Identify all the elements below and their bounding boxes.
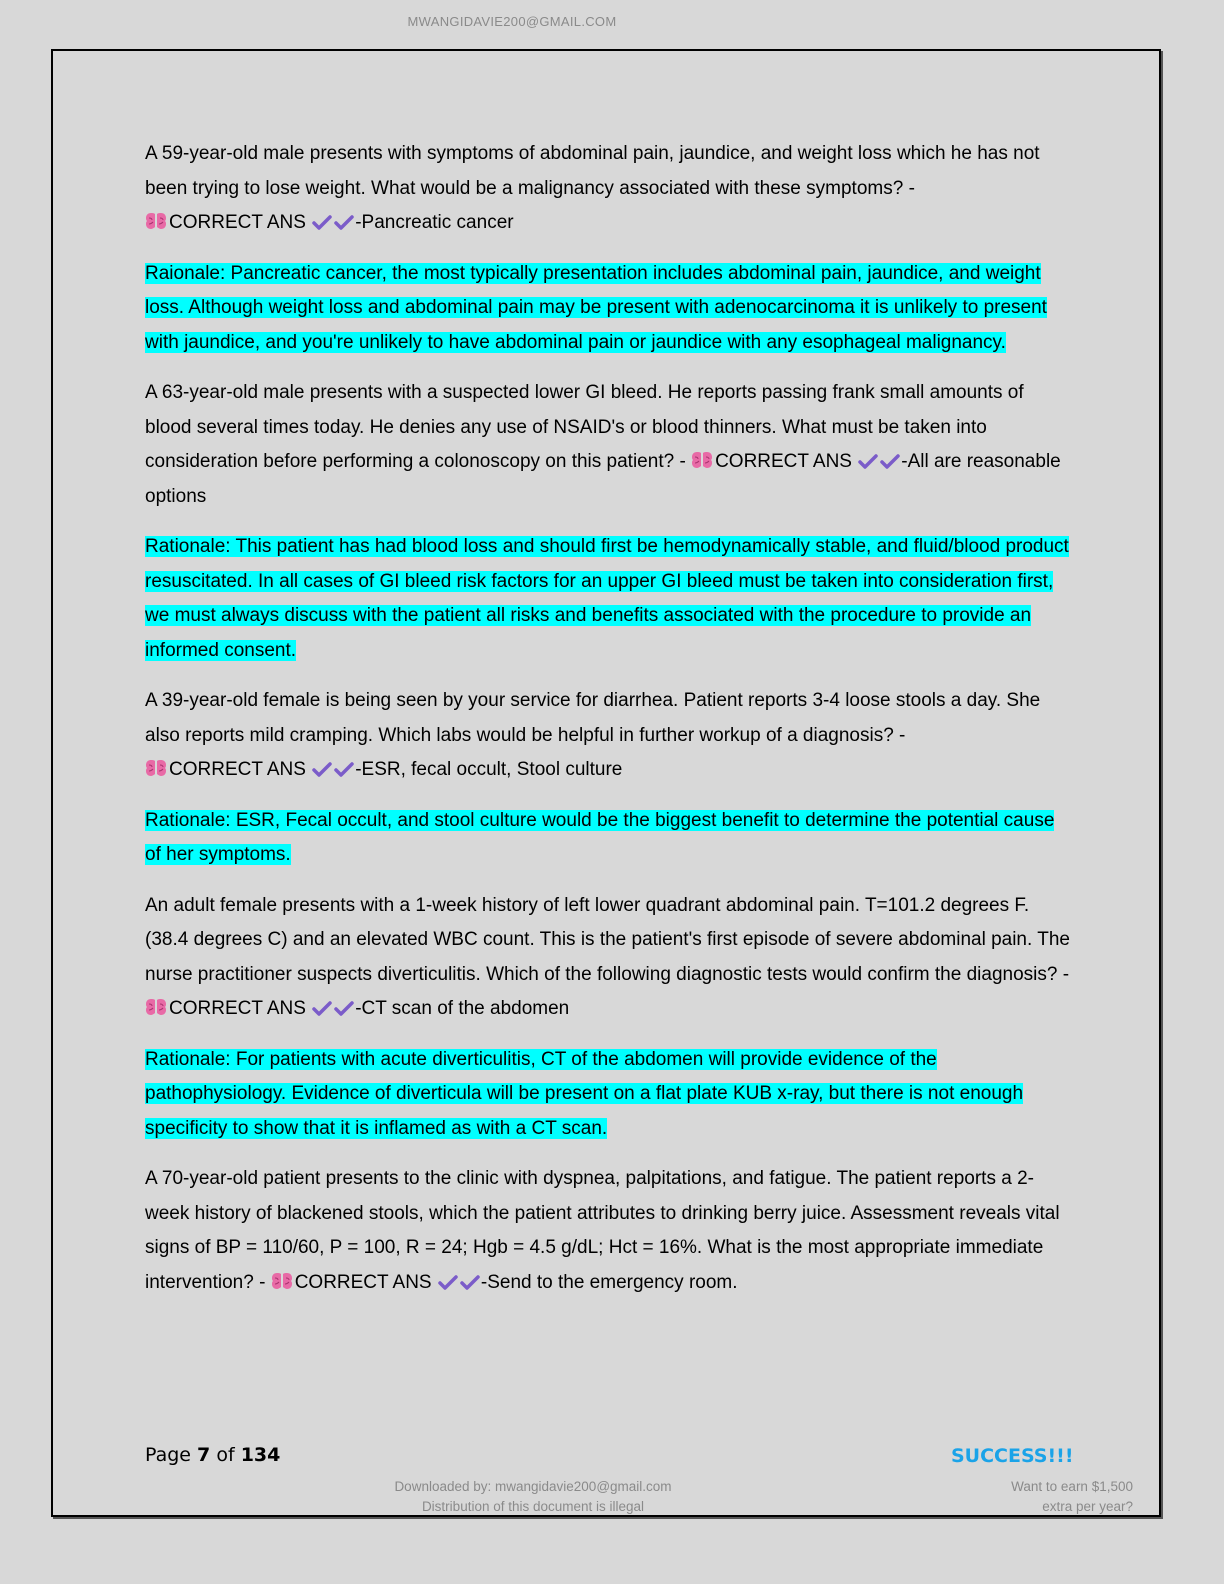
rationale-block xyxy=(145,804,1075,873)
rationale-text: Raionale: Pancreatic cancer, the most typically presentation includes abdominal pain, jaundice, and weight loss. Although weight loss and abdominal pain may be present with adenocarcinoma it is unlikely to present with jaundice, and you're unlikely to have abdominal pain or jaundice with any esophageal malignancy. xyxy=(145,262,1047,353)
rationale-block xyxy=(145,530,1075,668)
document-page xyxy=(51,49,1161,1517)
answer-label: CORRECT ANS xyxy=(294,1271,432,1293)
check-icon xyxy=(459,1275,481,1291)
downloaded-by-notice: Downloaded by: mwangidavie200@gmail.com xyxy=(394,1479,672,1494)
of-word: of xyxy=(216,1444,235,1466)
answer-text: -All are reasonable options xyxy=(145,451,1061,507)
distribution-notice: Distribution of this document is illegal xyxy=(421,1499,645,1514)
brain-icon xyxy=(145,997,167,1017)
check-icon xyxy=(857,454,879,470)
question-block xyxy=(145,684,1075,788)
page-current: 7 xyxy=(197,1444,211,1466)
question-text: A 39-year-old female is being seen by your service for diarrhea. Patient reports 3-4 loose stools a day. She also reports mild cramping. Which labs would be helpful in further workup of a diagnosis? - xyxy=(145,690,1041,746)
question-text: A 59-year-old male presents with symptoms of abdominal pain, jaundice, and weight loss which he has not been trying to lose weight. What would be a malignancy associated with these symptoms? - xyxy=(145,143,1040,199)
rationale-text: Rationale: ESR, Fecal occult, and stool culture would be the biggest benefit to determine the potential cause of her symptoms. xyxy=(145,809,1055,865)
rationale-block xyxy=(145,257,1075,361)
answer-label: CORRECT ANS xyxy=(169,212,306,233)
check-icon xyxy=(333,215,355,231)
question-block xyxy=(145,889,1075,1027)
question-text: An adult female presents with a 1-week history of left lower quadrant abdominal pain. T=101.2 degrees F. (38.4 degrees C) and an elevated WBC count. This is the patient's first episode of severe abdominal pain. The nurse practitioner suspects diverticulitis. Which of the following diagnostic tests would confirm the diagnosis? - xyxy=(145,894,1070,985)
answer-text: -ESR, fecal occult, Stool culture xyxy=(355,759,623,780)
question-block xyxy=(145,1162,1075,1300)
question-text: A 70-year-old patient presents to the clinic with dyspnea, palpitations, and fatigue. The patient reports a 2-week history of blackened stools, which the patient attributes to drinking berry juice. Assessment reveals vital signs of BP = 110/60, P = 100, R = 24; Hgb = 4.5 g/dL; Hct = 16%. What is the most appropriate immediate intervention? - xyxy=(145,1168,1060,1293)
check-icon xyxy=(333,762,355,778)
rationale-text: Rationale: This patient has had blood loss and should first be hemodynamically stable, and fluid/blood product resuscitated. In all cases of GI bleed risk factors for an upper GI bleed must be taken into consideration first, we must always discuss with the patient all risks and benefits associated with the procedure to provide an informed consent. xyxy=(145,536,1069,661)
answer-text: -Send to the emergency room. xyxy=(480,1271,738,1293)
brain-icon xyxy=(691,450,713,470)
check-icon xyxy=(311,762,333,778)
answer-text: -CT scan of the abdomen xyxy=(355,998,570,1019)
page-word: Page xyxy=(145,1444,191,1466)
check-icon xyxy=(311,215,333,231)
page-number xyxy=(145,1444,280,1466)
brain-icon xyxy=(271,1271,293,1291)
success-banner: SUCCESS!!! xyxy=(951,1445,1074,1467)
brain-icon xyxy=(145,758,167,778)
rationale-text: Rationale: For patients with acute diverticulitis, CT of the abdomen will provide evidence of the pathophysiology. Evidence of diverticula will be present on a flat plate KUB x-ray, but there is not enough specificity to show that it is inflamed as with a CT scan. xyxy=(145,1048,1024,1139)
answer-text: -Pancreatic cancer xyxy=(355,212,514,233)
answer-label: CORRECT ANS xyxy=(169,998,306,1019)
check-icon xyxy=(879,454,901,470)
page-total: 134 xyxy=(240,1444,281,1466)
question-text: A 63-year-old male presents with a suspected lower GI bleed. He reports passing frank small amounts of blood several times today. He denies any use of NSAID's or blood thinners. What must be taken into consideration before performing a colonoscopy on this patient? - xyxy=(145,382,1024,472)
check-icon xyxy=(333,1001,355,1017)
question-block xyxy=(145,376,1075,514)
answer-label: CORRECT ANS xyxy=(715,451,852,472)
question-block xyxy=(145,137,1075,241)
check-icon xyxy=(311,1001,333,1017)
earn-link-line2[interactable]: extra per year? xyxy=(1042,1499,1133,1514)
rationale-block xyxy=(145,1043,1075,1147)
page-content xyxy=(145,137,1075,1316)
earn-link-line1[interactable]: Want to earn $1,500 xyxy=(1011,1479,1133,1494)
answer-label: CORRECT ANS xyxy=(169,759,306,780)
brain-icon xyxy=(145,211,167,231)
check-icon xyxy=(437,1275,459,1291)
top-watermark: MWANGIDAVIE200@GMAIL.COM xyxy=(407,14,617,29)
